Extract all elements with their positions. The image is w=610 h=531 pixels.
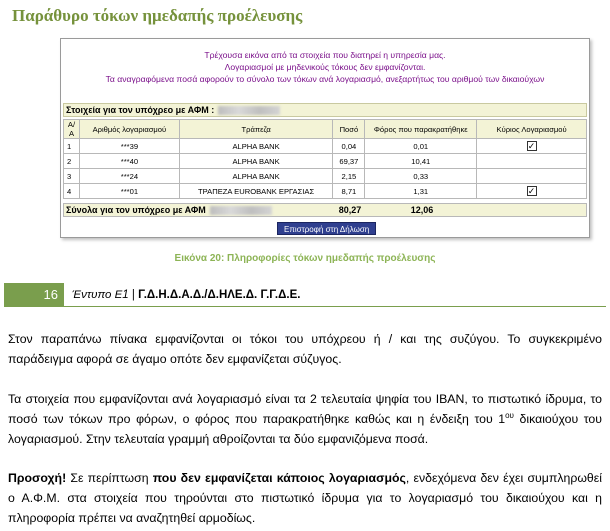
table-header-row [64, 120, 587, 139]
form-name: Έντυπο Ε1 [72, 289, 129, 301]
owner-label: Στοιχεία για τον υπόχρεο με ΑΦΜ : [66, 105, 215, 115]
return-to-declaration-button[interactable]: Επιστροφή στη Δήλωση [277, 222, 376, 235]
total-amount: 80,27 [338, 205, 362, 215]
row-main [477, 139, 587, 154]
row-amount: 2,15 [333, 169, 365, 184]
row-tax: 0,01 [365, 139, 477, 154]
row-account: ***24 [79, 169, 179, 184]
row-aa: 2 [64, 154, 80, 169]
notice-line: Τρέχουσα εικόνα από τα στοιχεία που διατηρεί η υπηρεσία μας. [204, 50, 446, 60]
redacted-afm [210, 206, 272, 215]
row-account: ***01 [79, 184, 179, 199]
page-footer [4, 283, 606, 307]
section-heading: Παράθυρο τόκων ημεδαπής προέλευσης [12, 6, 303, 25]
table-row [64, 184, 587, 199]
totals-label: Σύνολα για τον υπόχρεο με ΑΦΜ [66, 204, 272, 216]
main-holder-checkbox[interactable]: ✓ [527, 141, 536, 151]
row-bank: ALPHA BANK [179, 139, 333, 154]
row-tax: 1,31 [365, 184, 477, 199]
table-row [64, 154, 587, 169]
figure-caption: Εικόνα 20: Πληροφορίες τόκων ημεδαπής προέλευσης [174, 253, 436, 264]
totals-row [63, 203, 587, 217]
superscript-ordinal: ου [505, 410, 514, 420]
row-aa: 1 [64, 139, 80, 154]
col-aa: Α/Α [64, 120, 80, 139]
warning-label: Προσοχή! [8, 471, 67, 485]
row-main [477, 184, 587, 199]
row-account: ***39 [79, 139, 179, 154]
table-row [64, 139, 587, 154]
row-bank: ALPHA BANK [179, 154, 333, 169]
row-aa: 3 [64, 169, 80, 184]
table-row [64, 169, 587, 184]
notice-text [61, 49, 589, 85]
row-account: ***40 [79, 154, 179, 169]
row-amount: 8,71 [333, 184, 365, 199]
footer-separator: | [131, 289, 135, 301]
row-bank: ALPHA BANK [179, 169, 333, 184]
paragraph-intro: Στον παραπάνω πίνακα εμφανίζονται οι τόκοι του υπόχρεου ή / και της συζύγου. Το συγκεκριμένο παράδειγμα αφορά σε άγαμο οπότε δεν εμφανίζεται σύζυγος. [8, 332, 602, 366]
redacted-afm [218, 106, 280, 115]
col-main-holder: Κύριος Λογαριασμού [477, 120, 587, 139]
col-bank: Τράπεζα [179, 120, 333, 139]
row-tax: 0,33 [365, 169, 477, 184]
footer-text [72, 283, 300, 307]
row-main [477, 169, 587, 184]
notice-line: Λογαριασμοί με μηδενικούς τόκους δεν εμφανίζονται. [224, 62, 426, 72]
paragraph-warning: Προσοχή! Σε περίπτωση που δεν εμφανίζεται κάποιος λογαριασμός, ενδεχόμενα δεν έχει συμπληρωθεί ο Α.Φ.Μ. στα στοιχεία που τηρούνται στο πιστωτικό ίδρυμα για το λογαριασμό του δικαιούχου και η πληροφορία πρέπει να αναζητηθεί αρμοδίως. [8, 471, 602, 525]
row-aa: 4 [64, 184, 80, 199]
notice-line: Τα αναγραφόμενα ποσά αφορούν το σύνολο των τόκων ανά λογαριασμό, ανεξαρτήτως του αριθμού των δικαιούχων [105, 74, 545, 84]
row-bank: ΤΡΑΠΕΖΑ EUROBANK ΕΡΓΑΣΙΑΣ [179, 184, 333, 199]
page-number: 16 [4, 283, 64, 307]
row-amount: 0,04 [333, 139, 365, 154]
paragraph-details: Τα στοιχεία που εμφανίζονται ανά λογαριασμό είναι τα 2 τελευταία ψηφία του IBAN, το πιστωτικό ίδρυμα, το ποσό των τόκων προ φόρων, ο φόρος που παρακρατήθηκε καθώς και η ένδειξη του $1^{o\upsilon}$ δικαιούχου του λογαριασμού. Στην τελευταία γραμμή αθροίζονται τα δύο εμφανιζόμενα ποσά. [8, 392, 602, 446]
interest-window-screenshot [60, 38, 590, 238]
main-holder-checkbox[interactable]: ✓ [527, 186, 536, 196]
row-main [477, 154, 587, 169]
owner-row [63, 103, 587, 117]
col-account: Αριθμός λογαριασμού [79, 120, 179, 139]
department-name: Γ.Δ.Η.Δ.Α.Δ./Δ.ΗΛΕ.Δ. Γ.Γ.Δ.Ε. [138, 289, 301, 301]
total-tax: 12,06 [410, 205, 434, 215]
row-amount: 69,37 [333, 154, 365, 169]
col-amount: Ποσό [333, 120, 365, 139]
row-tax: 10,41 [365, 154, 477, 169]
col-tax: Φόρος που παρακρατήθηκε [365, 120, 477, 139]
accounts-table [63, 119, 587, 199]
warning-emphasis: που δεν εμφανίζεται κάποιος λογαριασμός [152, 471, 406, 485]
